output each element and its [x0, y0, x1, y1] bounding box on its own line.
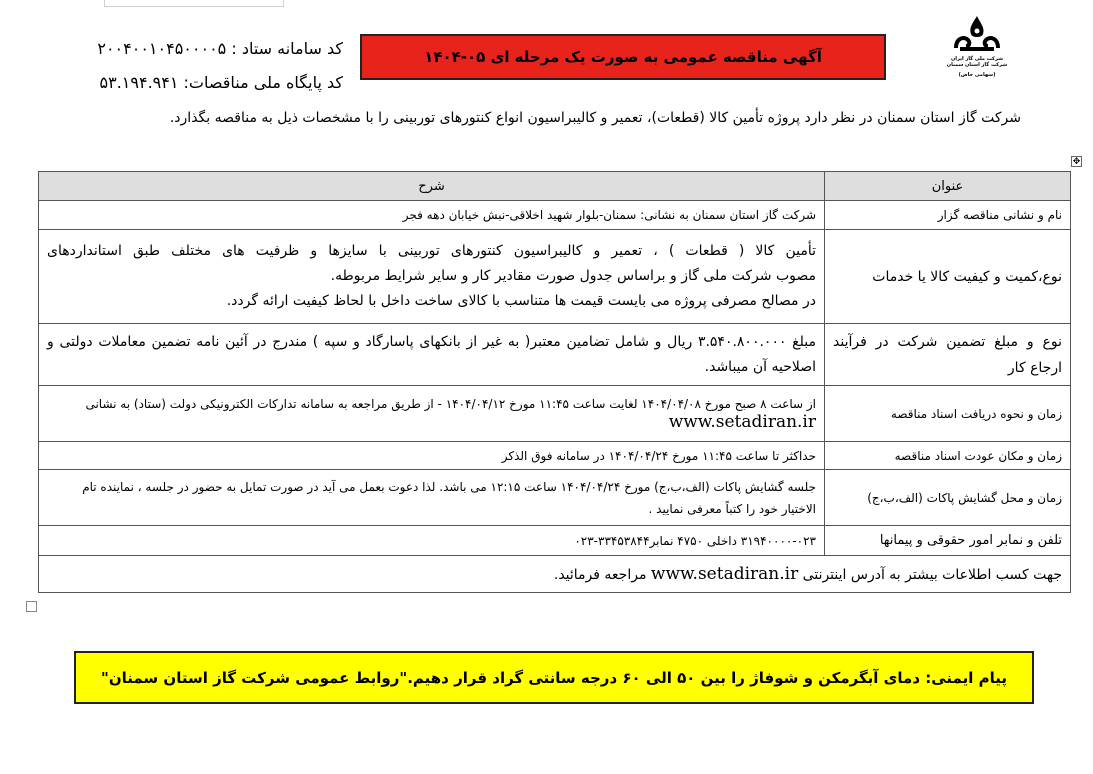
- row-desc: جلسه گشایش پاکات (الف،ب،ج) مورخ ۱۴۰۴/۰۴/۲۴ ساعت ۱۲:۱۵ می باشد. لذا دعوت بعمل می آید در صورت تمایل به حضور در جلسه ، نماینده تام الاختیار خود را کتباً معرفی نمایید .: [39, 470, 825, 526]
- gas-flame-icon: [936, 14, 1018, 54]
- logo-text-1: شرکت ملی گاز ایران: [951, 56, 1003, 62]
- table-footer-row: [39, 556, 1071, 593]
- row-desc: ۳۱۹۴۰۰۰۰-۰۲۳ داخلی ۴۷۵۰ نمابر۳۳۴۵۳۸۴۴-۰۲۳: [39, 526, 825, 556]
- setad-link[interactable]: www.setadiran.ir: [668, 412, 816, 432]
- table-row: [39, 324, 1071, 386]
- table-row: [39, 230, 1071, 324]
- footer-text-after: مراجعه فرمائید.: [553, 567, 647, 583]
- header-desc: شرح: [39, 172, 825, 201]
- tender-table: [38, 171, 1071, 593]
- row-desc: [39, 230, 825, 324]
- logo-text-3: (سهامی خاص): [958, 72, 996, 78]
- row-label: زمان و مکان عودت اسناد مناقصه: [825, 442, 1071, 470]
- desc-line: در مصالح مصرفی پروژه می بایست قیمت ها متناسب با کالای ساخت داخل با لحاظ کیفیت ارائه گردد.: [226, 293, 816, 309]
- row-label: زمان و محل گشایش پاکات (الف،ب،ج): [825, 470, 1071, 526]
- table-row: [39, 526, 1071, 556]
- top-tab-stub: [104, 0, 284, 7]
- desc-text: از ساعت ۸ صبح مورخ ۱۴۰۴/۰۴/۰۸ لغایت ساعت ۱۱:۴۵ مورخ ۱۴۰۴/۰۴/۱۲ - از طریق مراجعه به سامانه تدارکات الکترونیکی دولت (ستاد) به نشانی: [85, 397, 816, 411]
- row-label: نوع و مبلغ تضمین شرکت در فرآیند ارجاع کار: [825, 324, 1071, 386]
- setad-code: کد سامانه ستاد : ۲۰۰۴۰۰۱۰۴۵۰۰۰۰۵: [97, 39, 343, 58]
- safety-message: پیام ایمنی: دمای آبگرمکن و شوفاژ را بین ۵۰ الی ۶۰ درجه سانتی گراد قرار دهیم."روابط عمومی شرکت گاز استان سمنان": [74, 651, 1034, 704]
- intro-text: شرکت گاز استان سمنان در نظر دارد پروژه تأمین کالا (قطعات)، تعمیر و کالیبراسیون انواع کنتورهای توربینی را با مشخصات ذیل به مناقصه بگذارد.: [169, 110, 1021, 126]
- desc-line: مصوب شرکت ملی گاز و براساس جدول صورت مقادیر کار و سایر شرایط مربوطه.: [330, 268, 816, 284]
- logo-text-2: شرکت گاز استان سمنان: [946, 62, 1008, 68]
- table-row: [39, 442, 1071, 470]
- footer-link[interactable]: www.setadiran.ir: [650, 564, 799, 584]
- row-desc: مبلغ ۳.۵۴۰.۸۰۰.۰۰۰ ریال و شامل تضامین معتبر( به غیر از بانکهای پاسارگاد و سپه ) مندرج در آئین نامه تضمین معاملات دولتی و اصلاحیه آن میباشد.: [39, 324, 825, 386]
- national-code: کد پایگاه ملی مناقصات: ۵۳.۱۹۴.۹۴۱: [99, 73, 343, 92]
- row-label: نوع،کمیت و کیفیت کالا یا خدمات: [825, 230, 1071, 324]
- table-move-handle[interactable]: ✥: [1072, 157, 1081, 167]
- tender-title: آگهی مناقصه عمومی به صورت یک مرحله ای ۰۵-۱۴۰۴: [360, 34, 886, 80]
- table-header-row: [39, 172, 1071, 201]
- desc-line: تأمین کالا ( قطعات ) ، تعمیر و کالیبراسیون کنتورهای توربینی با سایزها و ظرفیت های مختلف طبق استانداردهای: [47, 243, 816, 259]
- row-desc: حداکثر تا ساعت ۱۱:۴۵ مورخ ۱۴۰۴/۰۴/۲۴ در سامانه فوق الذکر: [39, 442, 825, 470]
- footer-text-before: جهت کسب اطلاعات بیشتر به آدرس اینترنتی: [802, 567, 1062, 583]
- company-logo: [936, 14, 1018, 92]
- footer-cell: [39, 556, 1071, 593]
- row-label: نام و نشانی مناقصه گزار: [825, 201, 1071, 230]
- table-row: [39, 201, 1071, 230]
- table-row: [39, 386, 1071, 442]
- header-title: عنوان: [825, 172, 1071, 201]
- row-label: تلفن و نمابر امور حقوقی و پیمانها: [825, 526, 1071, 556]
- table-row: [39, 470, 1071, 526]
- row-desc: [39, 386, 825, 442]
- row-label: زمان و نحوه دریافت اسناد مناقصه: [825, 386, 1071, 442]
- table-resize-handle[interactable]: [26, 601, 37, 612]
- row-desc: شرکت گاز استان سمنان به نشانی: سمنان-بلوار شهید اخلاقی-نبش خیابان دهه فجر: [39, 201, 825, 230]
